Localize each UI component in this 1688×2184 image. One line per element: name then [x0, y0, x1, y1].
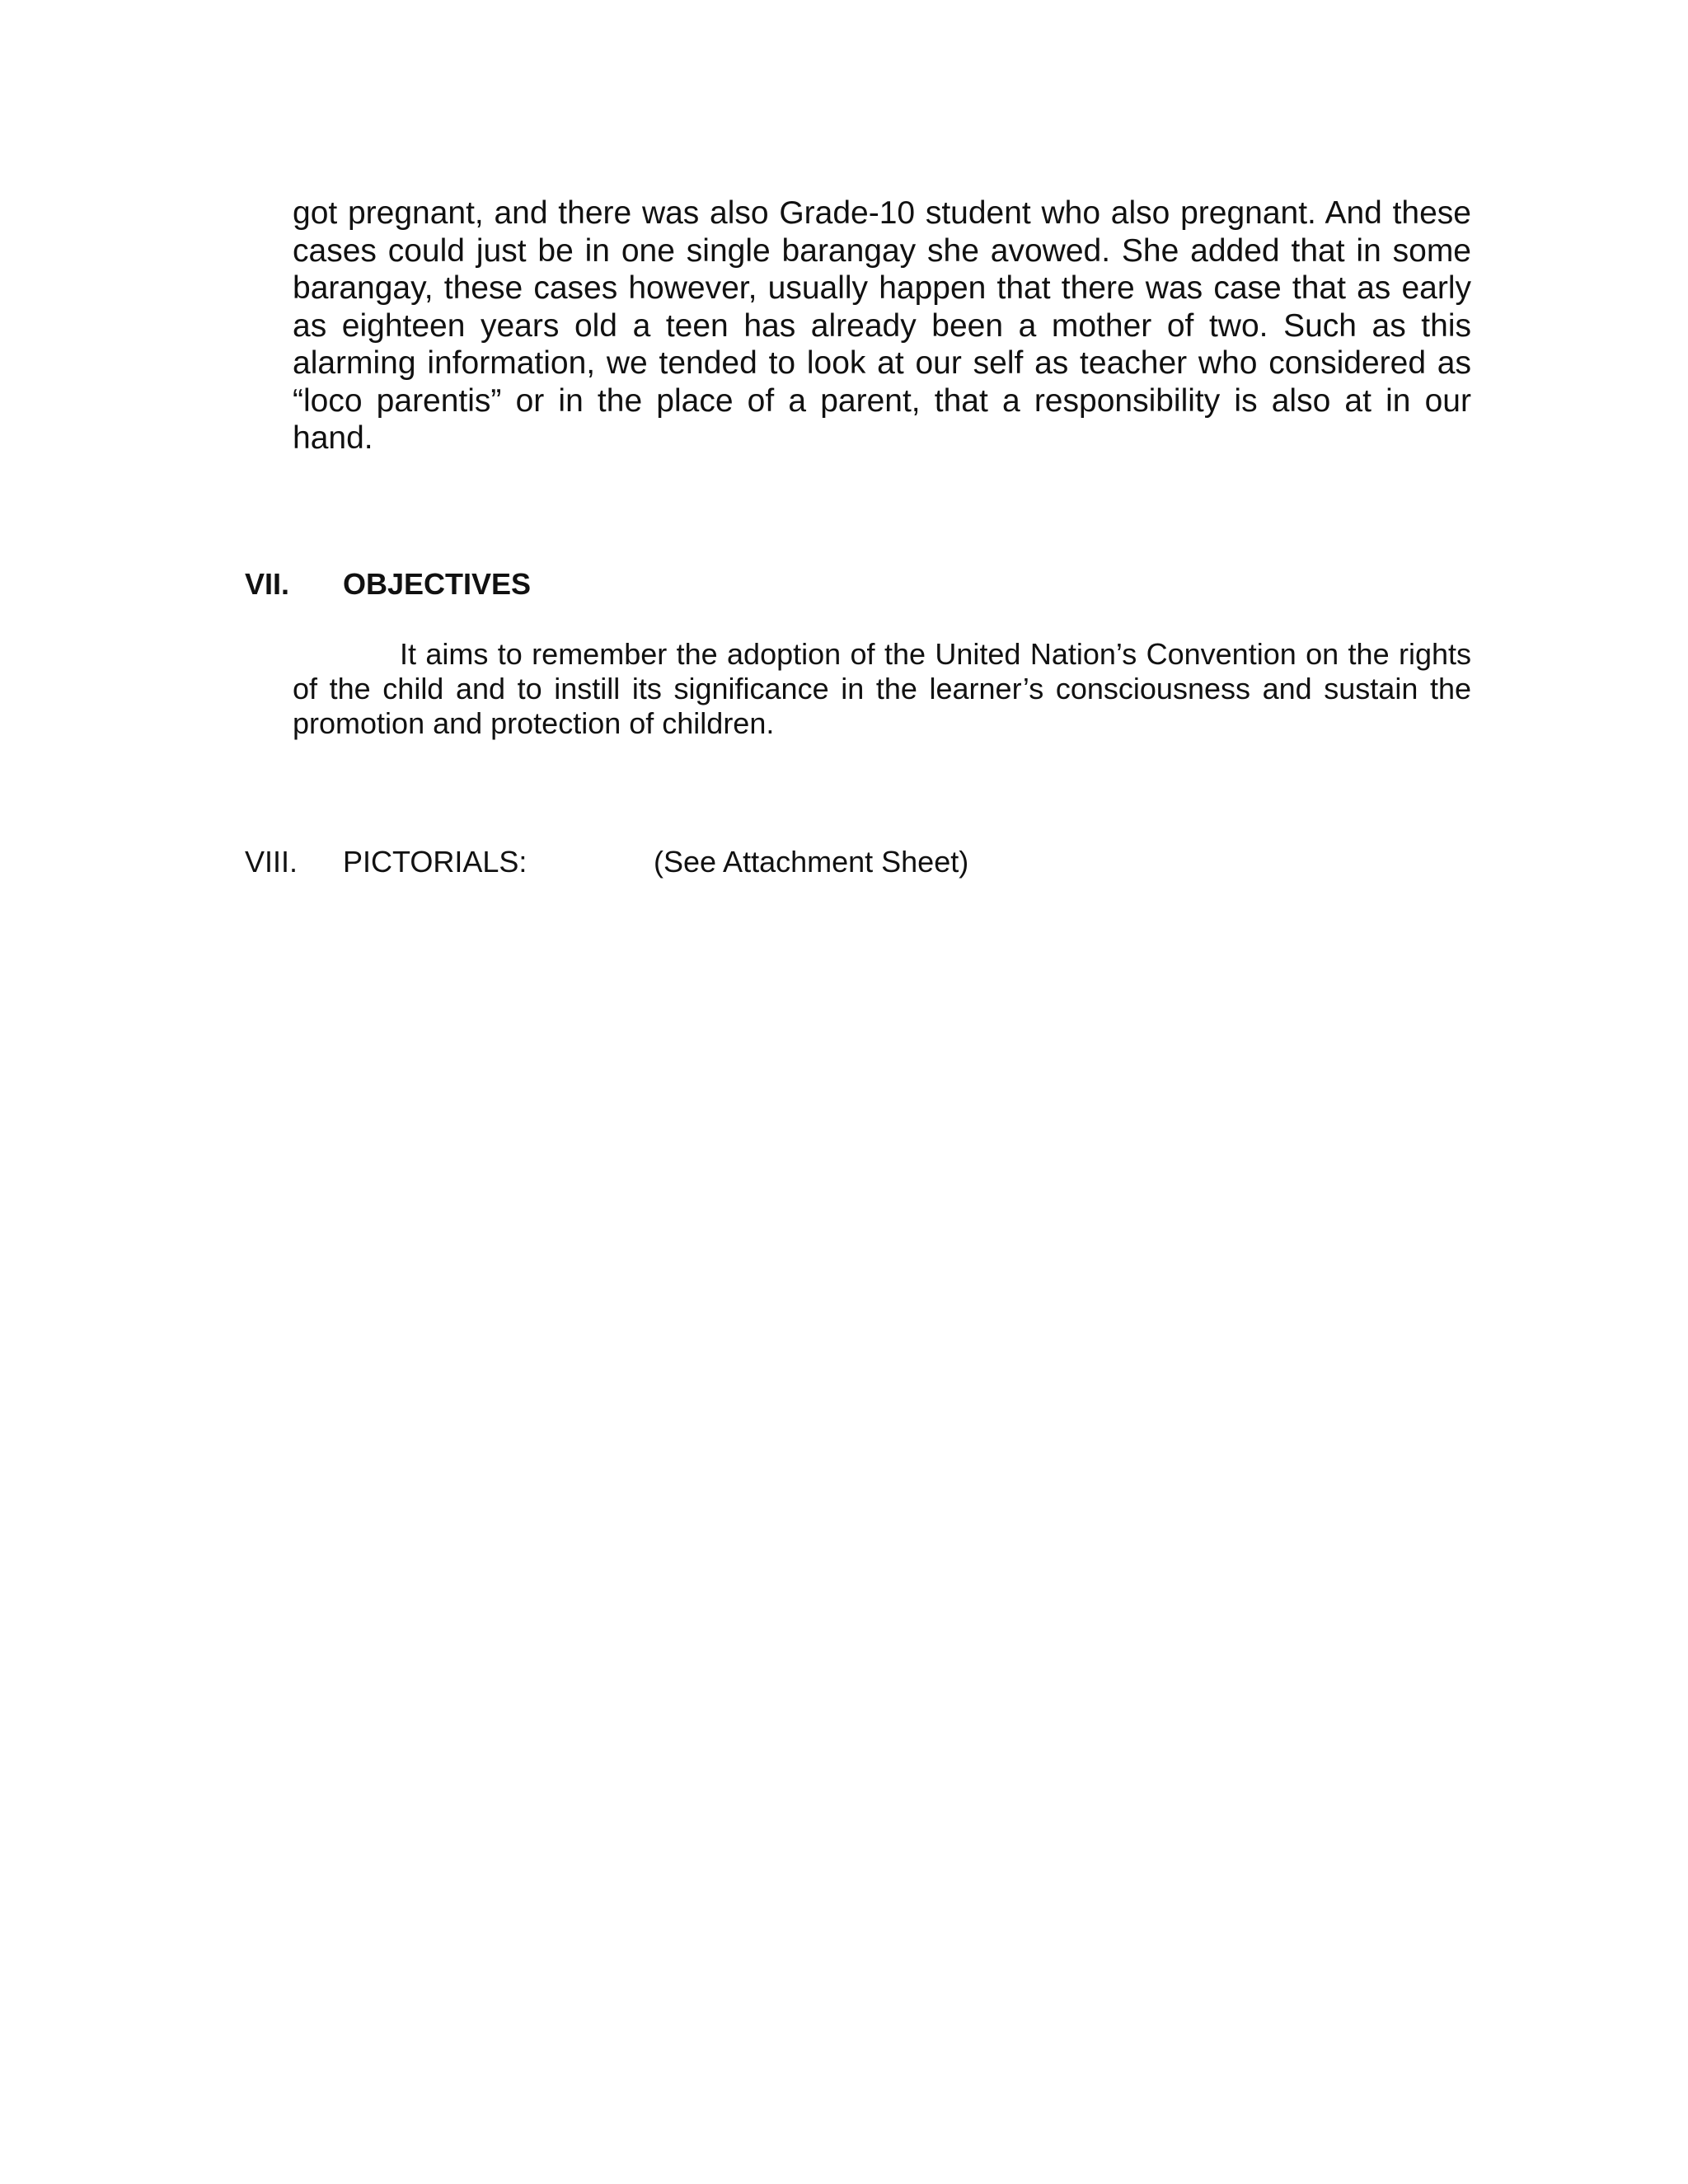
- section-number-vii: VII.: [245, 567, 290, 601]
- section-title-pictorials: PICTORIALS:: [343, 845, 528, 879]
- section-number-viii: VIII.: [245, 845, 298, 879]
- attachment-note: (See Attachment Sheet): [654, 845, 969, 879]
- section-title-objectives: OBJECTIVES: [343, 567, 532, 601]
- objectives-paragraph: It aims to remember the adoption of the United Nation’s Convention on the rights of the child and to instill its significance in the learner’s consciousness and sustain the promotion and protection of children.: [293, 637, 1471, 740]
- intro-paragraph: got pregnant, and there was also Grade-10 student who also pregnant. And these cases could just be in one single barangay she avowed. She added that in some barangay, these cases however, usually happen that there was case that as early as eighteen years old a teen has already been a mother of two. Such as this alarming information, we tended to look at our self as teacher who considered as “loco parentis” or in the place of a parent, that a responsibility is also at in our hand.: [293, 195, 1471, 456]
